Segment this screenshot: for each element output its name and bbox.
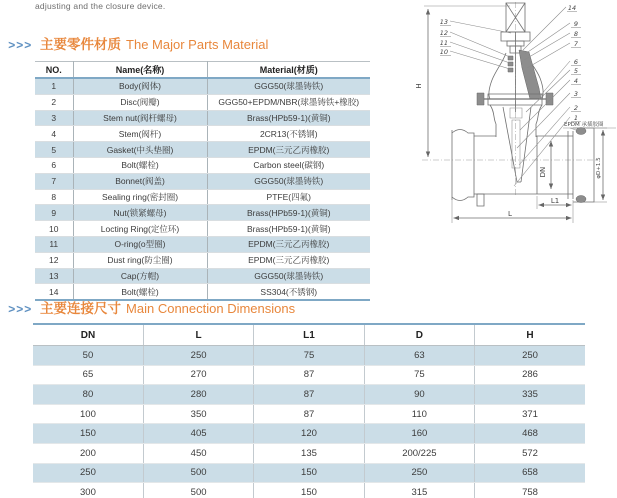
callouts (440, 4, 581, 186)
table-row (35, 189, 370, 205)
dim-dn-label: DN (539, 166, 547, 178)
table-cell: O-ring(o型圈) (73, 236, 207, 252)
column-header: Name(名称) (73, 62, 207, 79)
table-cell: 315 (364, 483, 474, 498)
callout-number: 10 (439, 48, 448, 56)
table-cell: 250 (143, 346, 253, 366)
table-cell: 468 (475, 424, 585, 444)
table-cell: EPDM(三元乙丙橡胶) (207, 252, 370, 268)
table-cell: 80 (33, 385, 143, 405)
intro-text: adjusting and the closure device. (35, 1, 166, 11)
table-row (33, 443, 585, 463)
table-cell: 2CR13(不锈钢) (207, 126, 370, 142)
table-cell: Cap(方帽) (73, 268, 207, 284)
callout-number: 1 (573, 114, 579, 122)
table-row (33, 385, 585, 405)
parts-table (35, 61, 370, 301)
table-cell: Bolt(螺栓) (73, 284, 207, 300)
callout-number: 5 (573, 67, 579, 75)
table-cell: Nut(锁紧螺母) (73, 205, 207, 221)
table-row (33, 365, 585, 385)
table-row (35, 157, 370, 173)
table-cell: 14 (35, 284, 73, 300)
table-row (35, 94, 370, 110)
callout-number: 7 (573, 40, 579, 48)
table-cell: 75 (364, 365, 474, 385)
column-header: L1 (254, 324, 364, 346)
table-cell: Brass(HPb59-1)(黄铜) (207, 221, 370, 237)
table-cell: 572 (475, 443, 585, 463)
table-cell: 3 (35, 110, 73, 126)
dimensions-section-title-cn: 主要连接尺寸 (40, 301, 122, 316)
parts-section-header (8, 33, 268, 53)
table-cell: Dust ring(防尘圈) (73, 252, 207, 268)
table-cell: Carbon steel(碳钢) (207, 157, 370, 173)
table-row (35, 173, 370, 189)
callout-number: 3 (573, 90, 579, 98)
callout-number: 14 (567, 4, 577, 12)
table-cell: 150 (254, 463, 364, 483)
table-cell: GGG50+EPDM/NBR(球墨铸铁+橡胶) (207, 94, 370, 110)
table-cell: 135 (254, 443, 364, 463)
table-cell: 300 (33, 483, 143, 498)
table-cell: Gasket(中头垫圈) (73, 142, 207, 158)
column-header: Material(材质) (207, 62, 370, 79)
callout-number: 8 (573, 30, 579, 38)
table-cell: 250 (33, 463, 143, 483)
table-cell: 200/225 (364, 443, 474, 463)
triple-chevron-icon: >>> (8, 38, 33, 52)
callout-number: 12 (439, 29, 448, 37)
table-cell: GGG50(球墨铸铁) (207, 268, 370, 284)
valve-diagram (400, 0, 617, 292)
table-cell: 100 (33, 404, 143, 424)
table-row (35, 126, 370, 142)
valve-outline (477, 3, 553, 182)
table-cell: Disc(阀瓣) (73, 94, 207, 110)
table-cell: 250 (364, 463, 474, 483)
table-cell: EPDM(三元乙丙橡胶) (207, 236, 370, 252)
table-cell: Brass(HPb59-1)(黄铜) (207, 110, 370, 126)
dim-l-label: L (508, 210, 512, 218)
table-cell: 6 (35, 157, 73, 173)
table-row (35, 268, 370, 284)
table-cell: 250 (475, 346, 585, 366)
column-header: L (143, 324, 253, 346)
table-cell: 5 (35, 142, 73, 158)
dimensions-table (33, 323, 585, 498)
table-cell: 350 (143, 404, 253, 424)
table-row (33, 483, 585, 498)
table-cell: 200 (33, 443, 143, 463)
table-cell: 280 (143, 385, 253, 405)
table-row (35, 78, 370, 94)
dimensions-section-title-en: Main Connection Dimensions (126, 301, 296, 316)
table-cell: Sealing ring(密封圈) (73, 189, 207, 205)
dimension-d (594, 128, 607, 202)
triple-chevron-icon: >>> (8, 302, 33, 316)
table-cell: 1 (35, 78, 73, 94)
table-cell: GGG50(球墨铸铁) (207, 78, 370, 94)
table-cell: 150 (33, 424, 143, 444)
callout-number: 9 (573, 20, 579, 28)
column-header: NO. (35, 62, 73, 79)
table-cell: 110 (364, 404, 474, 424)
table-cell: 75 (254, 346, 364, 366)
table-cell: 150 (254, 483, 364, 498)
dim-d-label: φD+1.5 (596, 157, 602, 179)
table-row (33, 463, 585, 483)
table-row (33, 346, 585, 366)
column-header: DN (33, 324, 143, 346)
table-cell: 87 (254, 365, 364, 385)
table-cell: Body(阀体) (73, 78, 207, 94)
table-cell: 10 (35, 221, 73, 237)
table-cell: 7 (35, 173, 73, 189)
parts-section-title-cn: 主要零件材质 (40, 37, 122, 52)
table-cell: 335 (475, 385, 585, 405)
table-cell: PTFE(四氟) (207, 189, 370, 205)
table-cell: 65 (33, 365, 143, 385)
table-cell: 405 (143, 424, 253, 444)
table-cell: Locting Ring(定位环) (73, 221, 207, 237)
table-cell: 286 (475, 365, 585, 385)
header-row (33, 324, 585, 346)
table-cell: 371 (475, 404, 585, 424)
table-cell: 758 (475, 483, 585, 498)
table-cell: 658 (475, 463, 585, 483)
table-cell: Stem nut(阀杆螺母) (73, 110, 207, 126)
table-row (35, 110, 370, 126)
dim-h-label: H (415, 83, 423, 89)
table-cell: EPDM(三元乙丙橡胶) (207, 142, 370, 158)
table-cell: 12 (35, 252, 73, 268)
table-cell: GGG50(球墨铸铁) (207, 173, 370, 189)
table-cell: 13 (35, 268, 73, 284)
table-cell: Bolt(螺栓) (73, 157, 207, 173)
table-cell: 8 (35, 189, 73, 205)
table-cell: Bonnet(阀盖) (73, 173, 207, 189)
table-row (35, 236, 370, 252)
dim-l1-label: L1 (550, 197, 560, 205)
callout-number: 4 (573, 77, 579, 85)
table-row (35, 142, 370, 158)
table-cell: 160 (364, 424, 474, 444)
table-cell: 11 (35, 236, 73, 252)
callout-number: 6 (573, 58, 579, 66)
callout-number: 13 (439, 18, 448, 26)
table-cell: 500 (143, 483, 253, 498)
table-cell: 87 (254, 404, 364, 424)
table-cell: SS304(不锈钢) (207, 284, 370, 300)
table-cell: Stem(阀杆) (73, 126, 207, 142)
table-row (33, 424, 585, 444)
table-cell: 63 (364, 346, 474, 366)
table-cell: 50 (33, 346, 143, 366)
callout-number: 11 (439, 39, 448, 47)
header-row (35, 62, 370, 79)
epdm-label-text: EPDM 承插胶圈 (564, 122, 604, 128)
dimensions-section-header (8, 297, 295, 317)
epdm-label (563, 120, 616, 131)
dimension-l (452, 196, 573, 223)
table-cell: 2 (35, 94, 73, 110)
table-row (35, 252, 370, 268)
table-cell: 500 (143, 463, 253, 483)
table-cell: 90 (364, 385, 474, 405)
column-header: D (364, 324, 474, 346)
table-cell: 270 (143, 365, 253, 385)
parts-section-title-en: The Major Parts Material (126, 37, 269, 52)
table-row (35, 205, 370, 221)
table-cell: 450 (143, 443, 253, 463)
table-row (33, 404, 585, 424)
table-cell: Brass(HPb59-1)(黄铜) (207, 205, 370, 221)
table-row (35, 221, 370, 237)
table-cell: 9 (35, 205, 73, 221)
callout-number: 2 (573, 104, 579, 112)
table-cell: 4 (35, 126, 73, 142)
table-cell: 120 (254, 424, 364, 444)
column-header: H (475, 324, 585, 346)
table-cell: 87 (254, 385, 364, 405)
